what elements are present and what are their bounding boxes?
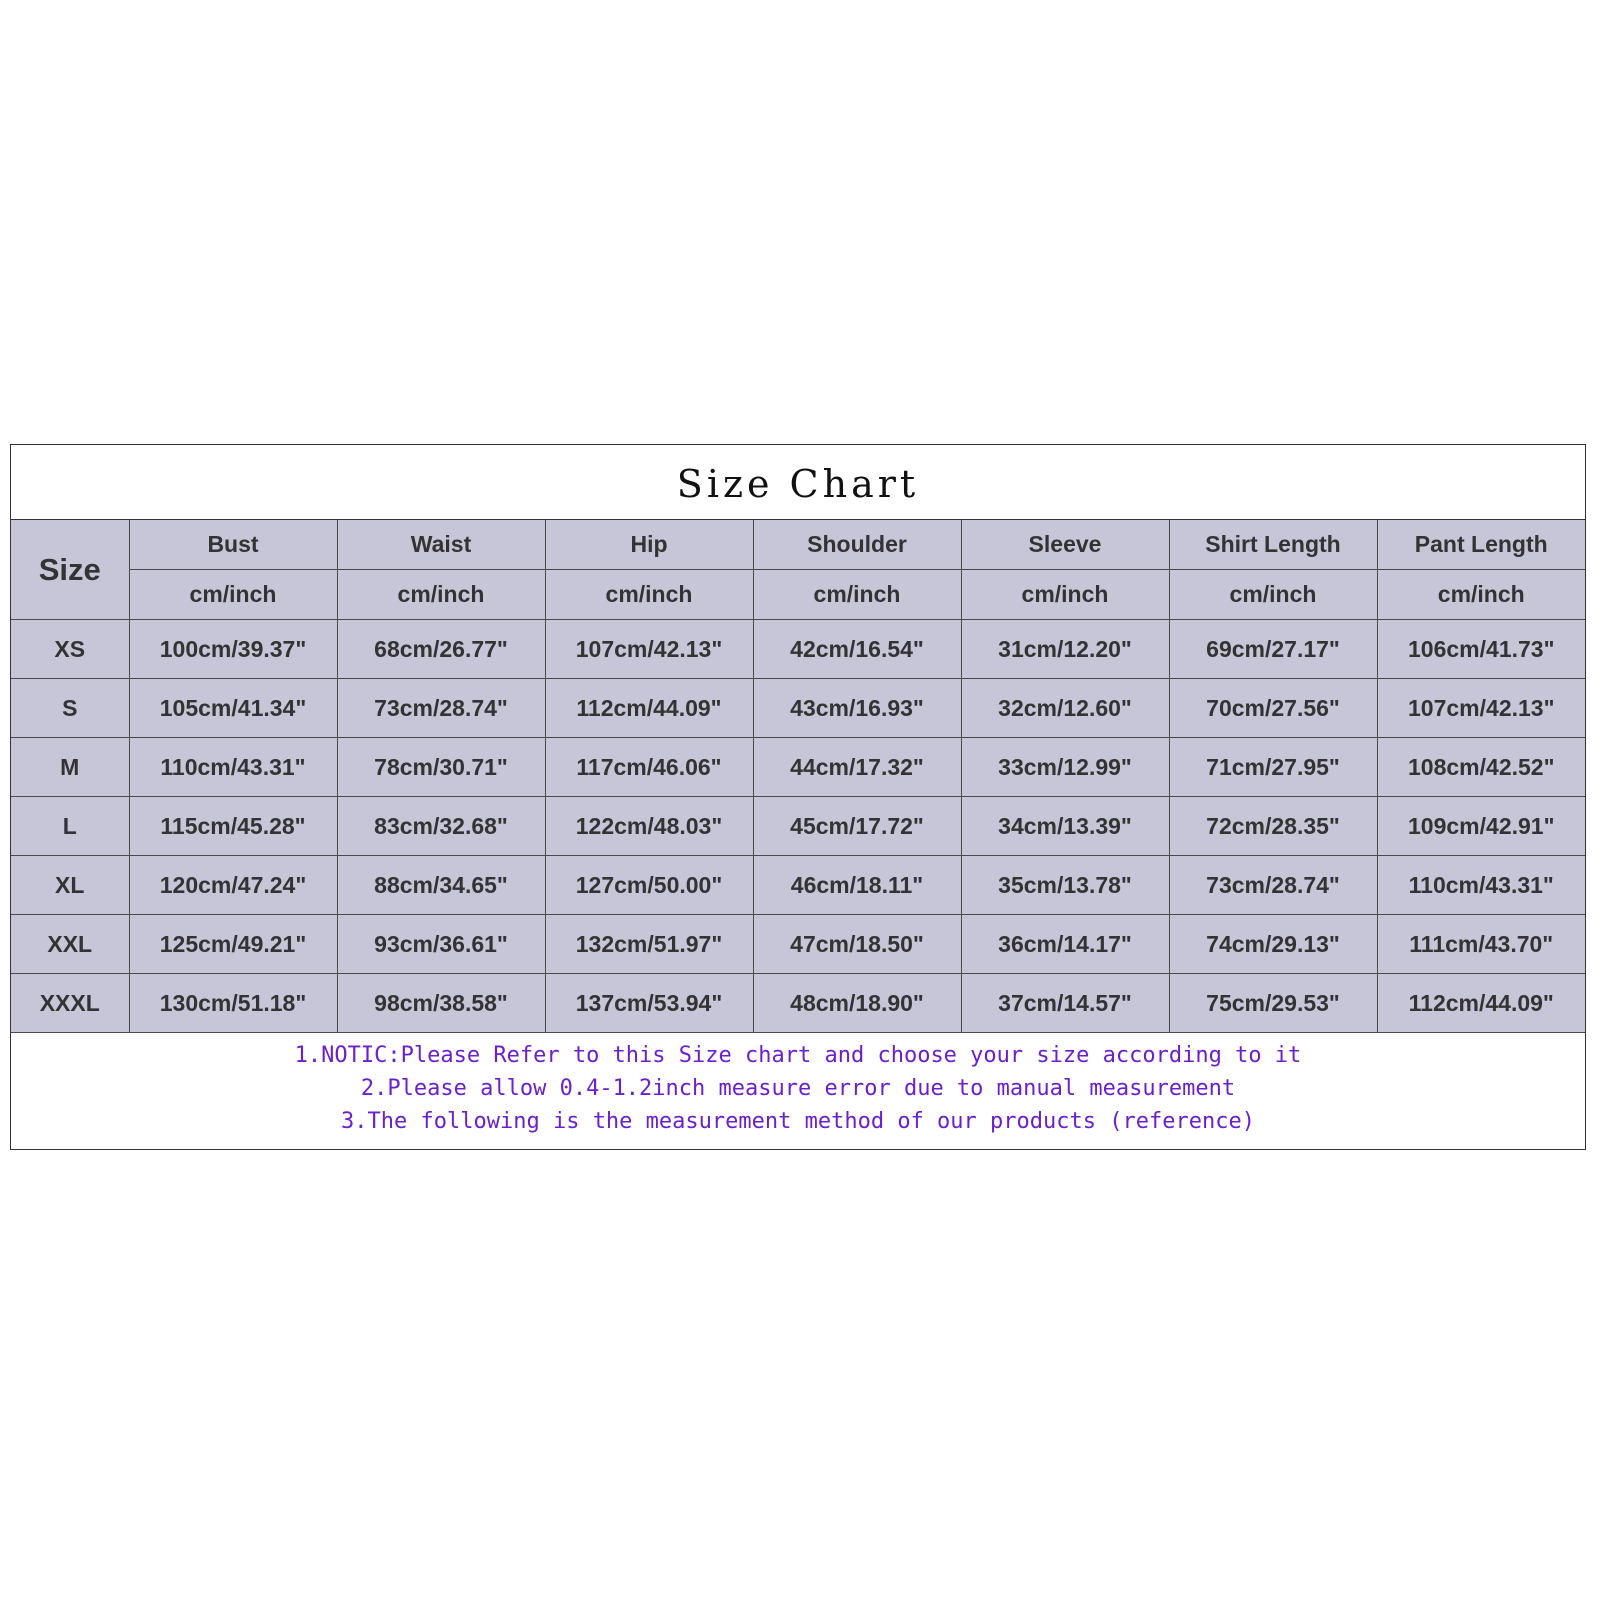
table-cell: 98cm/38.58" — [337, 974, 545, 1033]
table-cell: 120cm/47.24" — [129, 856, 337, 915]
table-cell: 72cm/28.35" — [1169, 797, 1377, 856]
unit-header: cm/inch — [1377, 570, 1585, 620]
size-cell: XXL — [11, 915, 129, 974]
chart-title: Size Chart — [11, 445, 1585, 520]
table-cell: 110cm/43.31" — [129, 738, 337, 797]
table-row — [11, 915, 1585, 974]
column-header: Shirt Length — [1169, 520, 1377, 570]
table-cell: 47cm/18.50" — [753, 915, 961, 974]
table-cell: 73cm/28.74" — [337, 679, 545, 738]
table-cell: 69cm/27.17" — [1169, 620, 1377, 679]
table-cell: 73cm/28.74" — [1169, 856, 1377, 915]
size-cell: M — [11, 738, 129, 797]
column-header: Sleeve — [961, 520, 1169, 570]
table-cell: 122cm/48.03" — [545, 797, 753, 856]
table-cell: 48cm/18.90" — [753, 974, 961, 1033]
table-cell: 46cm/18.11" — [753, 856, 961, 915]
unit-header: cm/inch — [961, 570, 1169, 620]
table-cell: 117cm/46.06" — [545, 738, 753, 797]
unit-header: cm/inch — [1169, 570, 1377, 620]
column-header-row — [11, 520, 1585, 570]
table-cell: 71cm/27.95" — [1169, 738, 1377, 797]
table-cell: 42cm/16.54" — [753, 620, 961, 679]
table-cell: 36cm/14.17" — [961, 915, 1169, 974]
table-cell: 137cm/53.94" — [545, 974, 753, 1033]
size-cell: L — [11, 797, 129, 856]
unit-header: cm/inch — [337, 570, 545, 620]
table-cell: 105cm/41.34" — [129, 679, 337, 738]
unit-header: cm/inch — [753, 570, 961, 620]
table-cell: 32cm/12.60" — [961, 679, 1169, 738]
size-cell: XL — [11, 856, 129, 915]
column-header: Bust — [129, 520, 337, 570]
table-cell: 125cm/49.21" — [129, 915, 337, 974]
table-row — [11, 738, 1585, 797]
size-cell: XS — [11, 620, 129, 679]
table-row — [11, 679, 1585, 738]
table-cell: 88cm/34.65" — [337, 856, 545, 915]
table-cell: 107cm/42.13" — [545, 620, 753, 679]
table-row — [11, 974, 1585, 1033]
table-cell: 130cm/51.18" — [129, 974, 337, 1033]
table-cell: 106cm/41.73" — [1377, 620, 1585, 679]
table-row — [11, 856, 1585, 915]
table-cell: 112cm/44.09" — [1377, 974, 1585, 1033]
unit-header-row — [11, 570, 1585, 620]
size-cell: S — [11, 679, 129, 738]
note-line: 3.The following is the measurement method of our products (reference) — [341, 1109, 1255, 1134]
column-header: Waist — [337, 520, 545, 570]
table-cell: 107cm/42.13" — [1377, 679, 1585, 738]
table-cell: 110cm/43.31" — [1377, 856, 1585, 915]
table-cell: 37cm/14.57" — [961, 974, 1169, 1033]
table-cell: 109cm/42.91" — [1377, 797, 1585, 856]
size-table — [11, 520, 1585, 1033]
table-cell: 68cm/26.77" — [337, 620, 545, 679]
table-cell: 78cm/30.71" — [337, 738, 545, 797]
notes — [11, 1033, 1585, 1138]
table-cell: 115cm/45.28" — [129, 797, 337, 856]
column-header: Hip — [545, 520, 753, 570]
unit-header: cm/inch — [129, 570, 337, 620]
table-cell: 83cm/32.68" — [337, 797, 545, 856]
table-cell: 108cm/42.52" — [1377, 738, 1585, 797]
table-row — [11, 797, 1585, 856]
table-cell: 44cm/17.32" — [753, 738, 961, 797]
column-header: Pant Length — [1377, 520, 1585, 570]
table-cell: 127cm/50.00" — [545, 856, 753, 915]
table-row — [11, 620, 1585, 679]
table-cell: 45cm/17.72" — [753, 797, 961, 856]
table-cell: 31cm/12.20" — [961, 620, 1169, 679]
table-cell: 93cm/36.61" — [337, 915, 545, 974]
table-cell: 132cm/51.97" — [545, 915, 753, 974]
unit-header: cm/inch — [545, 570, 753, 620]
table-cell: 70cm/27.56" — [1169, 679, 1377, 738]
size-cell: XXXL — [11, 974, 129, 1033]
table-cell: 35cm/13.78" — [961, 856, 1169, 915]
note-line: 1.NOTIC:Please Refer to this Size chart and choose your size according to it — [294, 1043, 1302, 1068]
size-chart — [10, 444, 1586, 1150]
table-cell: 43cm/16.93" — [753, 679, 961, 738]
size-column-header: Size — [11, 520, 129, 620]
table-cell: 100cm/39.37" — [129, 620, 337, 679]
table-cell: 33cm/12.99" — [961, 738, 1169, 797]
table-cell: 112cm/44.09" — [545, 679, 753, 738]
table-cell: 34cm/13.39" — [961, 797, 1169, 856]
note-line: 2.Please allow 0.4-1.2inch measure error due to manual measurement — [360, 1076, 1236, 1101]
column-header: Shoulder — [753, 520, 961, 570]
table-cell: 111cm/43.70" — [1377, 915, 1585, 974]
table-cell: 75cm/29.53" — [1169, 974, 1377, 1033]
table-cell: 74cm/29.13" — [1169, 915, 1377, 974]
